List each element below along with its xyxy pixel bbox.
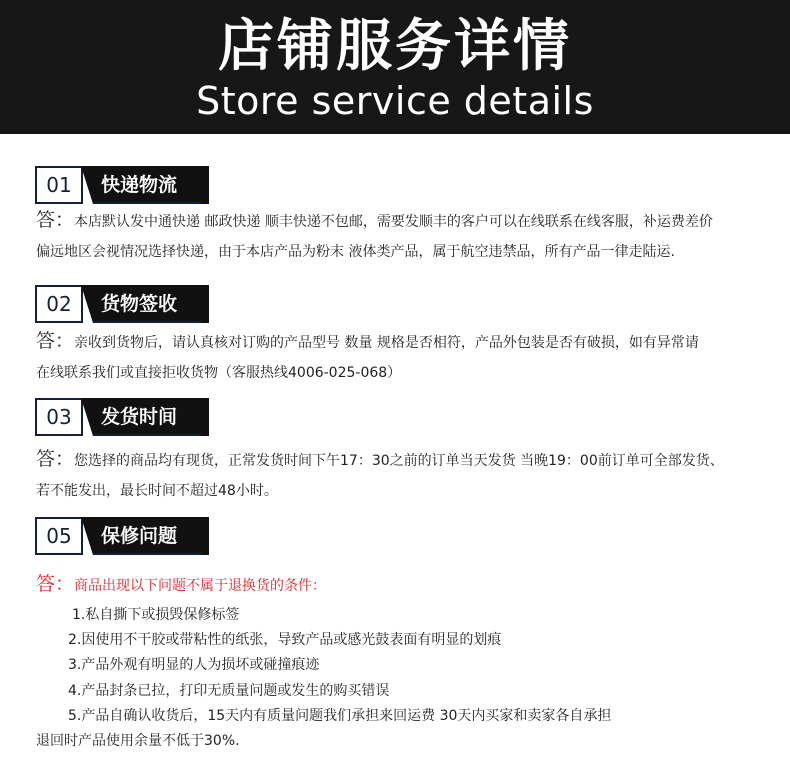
header-banner <box>0 0 790 134</box>
answer-text: 商品出现以下问题不属于退换货的条件： <box>74 578 327 594</box>
answer-text: 若不能发出，最长时间不超过48小时。 <box>36 483 278 499</box>
answer-text: 本店默认发中通快递 邮政快递 顺丰快递不包邮，需要发顺丰的客户可以在线联系在线客服，补运费差价 <box>74 214 713 230</box>
answer-line <box>36 205 756 237</box>
section-title: 发货时间 <box>93 398 209 436</box>
answer-text: 亲收到货物后，请认真核对订购的产品型号 数量 规格是否相符，产品外包装是否有破损，如有异常请 <box>74 335 699 351</box>
badge-underline <box>93 202 201 204</box>
section-number: 01 <box>35 166 83 204</box>
section-title: 货物签收 <box>93 285 209 323</box>
badge-underline <box>93 321 201 323</box>
section-number: 02 <box>35 285 83 323</box>
list-item: 4.产品封条已拉，打印无质量问题或发生的购买错误 <box>68 683 390 699</box>
section-title: 快递物流 <box>93 166 209 204</box>
list-item: 3.产品外观有明显的人为损坏或碰撞痕迹 <box>68 657 320 673</box>
badge-underline <box>93 434 201 436</box>
section-number: 05 <box>35 517 83 555</box>
answer-text: 您选择的商品均有现货，正常发货时间下午17：30之前的订单当天发货 当晚19：00前订单可全部发货、 <box>74 453 724 469</box>
section-body-shipping <box>36 205 756 267</box>
page-subtitle: Store service details <box>196 79 594 123</box>
list-item-tail: 退回时产品使用余量不低于30%. <box>36 733 240 749</box>
list-item: 1.私自撕下或损毁保修标签 <box>72 607 240 623</box>
answer-mark: 答： <box>36 448 75 470</box>
list-item: 5.产品自确认收货后，15天内有质量问题我们承担来回运费 30天内买家和卖家各自承担 <box>68 708 612 724</box>
section-title: 保修问题 <box>93 517 209 555</box>
section-body-delivery-time <box>36 444 756 506</box>
answer-mark: 答： <box>36 330 75 352</box>
answer-line <box>36 444 756 476</box>
answer-mark: 答： <box>36 573 75 595</box>
page-title: 店铺服务详情 <box>218 14 572 79</box>
warranty-intro <box>36 569 756 601</box>
answer-text: 在线联系我们或直接拒收货物（客服热线4006-025-068） <box>36 365 402 381</box>
section-body-receipt <box>36 326 756 388</box>
answer-mark: 答： <box>36 209 75 231</box>
list-item: 2.因使用不干胶或带粘性的纸张，导致产品或感光鼓表面有明显的划痕 <box>68 632 502 648</box>
answer-line <box>36 326 756 358</box>
badge-underline <box>93 553 201 555</box>
section-number: 03 <box>35 398 83 436</box>
answer-text: 偏远地区会视情况选择快递，由于本店产品为粉末 液体类产品，属于航空违禁品，所有产品一律走陆运. <box>36 244 675 260</box>
